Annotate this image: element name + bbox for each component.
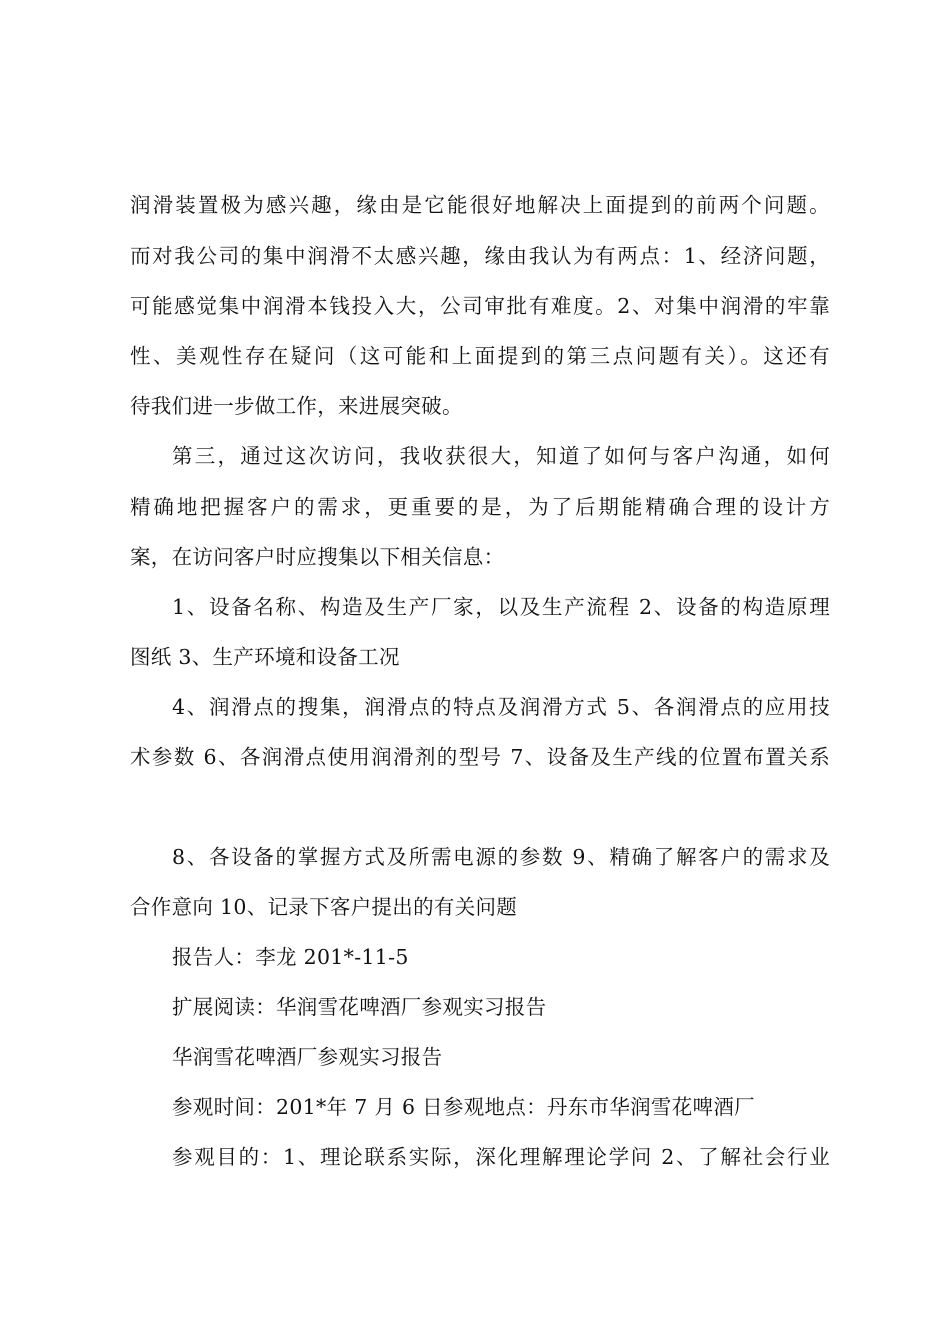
text-line: 案，在访问客户时应搜集以下相关信息： xyxy=(130,545,505,569)
text-line: 润滑装置极为感兴趣，缘由是它能很好地解决上面提到的前两个问题。 xyxy=(130,193,830,217)
extended-reading-title: 扩展阅读：华润雪花啤酒厂参观实习报告 xyxy=(172,995,547,1019)
paragraph-start: 8、各设备的掌握方式及所需电源的参数 9、精确了解客户的需求及 xyxy=(172,845,830,869)
paragraph-start: 第三，通过这次访问，我收获很大，知道了如何与客户沟通，如何 xyxy=(172,444,830,468)
paragraph-start: 1、设备名称、构造及生产厂家，以及生产流程 2、设备的构造原理 xyxy=(172,595,830,619)
visit-purpose: 参观目的：1、理论联系实际，深化理解理论学问 2、了解社会行业 xyxy=(172,1145,830,1169)
text-line: 性、美观性存在疑问（这可能和上面提到的第三点问题有关）。这还有 xyxy=(130,344,830,368)
paragraph-start: 4、润滑点的搜集，润滑点的特点及润滑方式 5、各润滑点的应用技 xyxy=(172,695,830,719)
text-line: 精确地把握客户的需求，更重要的是，为了后期能精确合理的设计方 xyxy=(130,495,830,519)
text-line: 图纸 3、生产环境和设备工况 xyxy=(130,645,400,669)
report-title: 华润雪花啤酒厂参观实习报告 xyxy=(172,1045,443,1069)
text-line: 术参数 6、各润滑点使用润滑剂的型号 7、设备及生产线的位置布置关系 xyxy=(130,745,830,769)
text-line: 而对我公司的集中润滑不太感兴趣，缘由我认为有两点：1、经济问题， xyxy=(130,244,830,268)
text-line: 合作意向 10、记录下客户提出的有关问题 xyxy=(130,895,518,919)
reporter-line: 报告人：李龙 201*-11-5 xyxy=(172,945,409,969)
visit-time-location: 参观时间：201*年 7 月 6 日参观地点：丹东市华润雪花啤酒厂 xyxy=(172,1095,755,1119)
text-line: 可能感觉集中润滑本钱投入大，公司审批有难度。2、对集中润滑的牢靠 xyxy=(130,294,830,318)
text-line: 待我们进一步做工作，来进展突破。 xyxy=(130,394,463,418)
